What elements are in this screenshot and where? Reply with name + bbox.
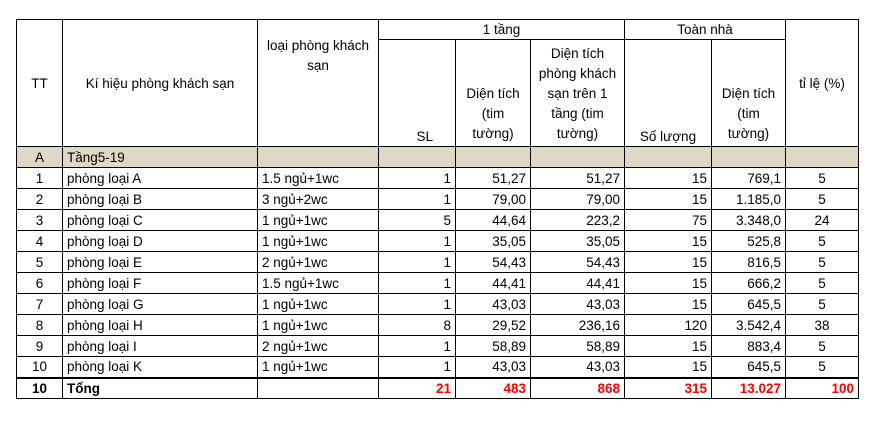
cell-dien-tich: 43,03 <box>456 357 531 378</box>
cell-ki-hieu: phòng loại E <box>63 252 258 273</box>
cell-dien-tich: 58,89 <box>456 336 531 357</box>
header-ki-hieu: Kí hiệu phòng khách sạn <box>63 20 258 147</box>
cell-dien-tich: 51,27 <box>456 168 531 189</box>
cell-tt: 6 <box>17 273 63 294</box>
cell-ki-hieu: phòng loại I <box>63 336 258 357</box>
cell-dien-tich-1-tang: 236,16 <box>531 315 625 336</box>
cell-tt: 10 <box>17 357 63 378</box>
section-tt: A <box>17 147 63 168</box>
room-schedule-table-wrapper <box>16 19 859 399</box>
cell-sl: 1 <box>379 168 456 189</box>
cell-ki-hieu: phòng loại A <box>63 168 258 189</box>
cell-ti-le: 5 <box>786 189 859 210</box>
cell-dien-tich: 44,41 <box>456 273 531 294</box>
cell-dien-tich-toan-nha: 816,5 <box>712 252 786 273</box>
header-ti-le: tỉ lệ (%) <box>786 20 859 147</box>
cell-sl: 1 <box>379 336 456 357</box>
cell-so-luong: 15 <box>625 294 712 315</box>
cell-sl: 8 <box>379 315 456 336</box>
cell-tt: 7 <box>17 294 63 315</box>
cell-loai: 1.5 ngủ+1wc <box>258 168 379 189</box>
section-row <box>17 147 859 168</box>
cell-loai: 2 ngủ+1wc <box>258 336 379 357</box>
total-sl: 21 <box>379 378 456 399</box>
cell-sl: 1 <box>379 189 456 210</box>
cell-ti-le: 38 <box>786 315 859 336</box>
cell-ki-hieu: phòng loại G <box>63 294 258 315</box>
total-dien-tich-toan-nha: 13.027 <box>712 378 786 399</box>
table-row <box>17 315 859 336</box>
cell-dien-tich-toan-nha: 3.348,0 <box>712 210 786 231</box>
cell-ki-hieu: phòng loại B <box>63 189 258 210</box>
header-so-luong: Số lượng <box>625 40 712 147</box>
cell-loai: 1 ngủ+1wc <box>258 231 379 252</box>
cell-dien-tich: 29,52 <box>456 315 531 336</box>
cell-dien-tich-toan-nha: 1.185,0 <box>712 189 786 210</box>
table-row <box>17 210 859 231</box>
cell-dien-tich: 44,64 <box>456 210 531 231</box>
cell-so-luong: 75 <box>625 210 712 231</box>
cell-dien-tich-toan-nha: 645,5 <box>712 294 786 315</box>
header-group-1-tang: 1 tầng <box>379 20 625 40</box>
cell-ti-le: 5 <box>786 336 859 357</box>
cell-ki-hieu: phòng loại F <box>63 273 258 294</box>
cell-dien-tich: 35,05 <box>456 231 531 252</box>
table-row <box>17 273 859 294</box>
table-row <box>17 168 859 189</box>
cell-dien-tich: 79,00 <box>456 189 531 210</box>
cell-ti-le: 5 <box>786 252 859 273</box>
cell-dien-tich-1-tang: 35,05 <box>531 231 625 252</box>
cell-so-luong: 15 <box>625 273 712 294</box>
cell-so-luong: 15 <box>625 231 712 252</box>
cell-sl: 1 <box>379 273 456 294</box>
cell-so-luong: 15 <box>625 357 712 378</box>
cell-dien-tich-toan-nha: 666,2 <box>712 273 786 294</box>
cell-sl: 1 <box>379 357 456 378</box>
cell-ki-hieu: phòng loại D <box>63 231 258 252</box>
cell-ti-le: 5 <box>786 294 859 315</box>
cell-dien-tich-1-tang: 43,03 <box>531 294 625 315</box>
cell-tt: 4 <box>17 231 63 252</box>
cell-loai: 2 ngủ+1wc <box>258 252 379 273</box>
cell-tt: 8 <box>17 315 63 336</box>
header-sl: SL <box>379 40 456 147</box>
cell-dien-tich-toan-nha: 883,4 <box>712 336 786 357</box>
cell-so-luong: 120 <box>625 315 712 336</box>
cell-tt: 9 <box>17 336 63 357</box>
cell-so-luong: 15 <box>625 189 712 210</box>
cell-dien-tich-1-tang: 43,03 <box>531 357 625 378</box>
cell-dien-tich: 43,03 <box>456 294 531 315</box>
cell-loai: 1 ngủ+1wc <box>258 357 379 378</box>
header-dien-tich-toan-nha: Diện tích (tim tường) <box>712 40 786 147</box>
cell-loai: 1.5 ngủ+1wc <box>258 273 379 294</box>
header-group-toan-nha: Toàn nhà <box>625 20 786 40</box>
cell-so-luong: 15 <box>625 336 712 357</box>
cell-tt: 1 <box>17 168 63 189</box>
cell-ki-hieu: phòng loại K <box>63 357 258 378</box>
cell-dien-tich-1-tang: 79,00 <box>531 189 625 210</box>
cell-loai: 1 ngủ+1wc <box>258 294 379 315</box>
table-row <box>17 189 859 210</box>
cell-dien-tich-toan-nha: 769,1 <box>712 168 786 189</box>
cell-loai: 1 ngủ+1wc <box>258 315 379 336</box>
cell-ti-le: 5 <box>786 357 859 378</box>
total-row <box>17 378 859 399</box>
total-dien-tich-1-tang: 868 <box>531 378 625 399</box>
cell-ki-hieu: phòng loại C <box>63 210 258 231</box>
header-loai-phong: loại phòng khách sạn <box>258 20 379 147</box>
cell-tt: 2 <box>17 189 63 210</box>
table-row <box>17 357 859 378</box>
cell-dien-tich-1-tang: 54,43 <box>531 252 625 273</box>
header-dien-tich-tren-1-tang: Diện tích phòng khách sạn trên 1 tầng (tim tường) <box>531 40 625 147</box>
cell-sl: 5 <box>379 210 456 231</box>
total-so-luong: 315 <box>625 378 712 399</box>
cell-ti-le: 5 <box>786 168 859 189</box>
section-label: Tầng5-19 <box>63 147 258 168</box>
cell-tt: 3 <box>17 210 63 231</box>
cell-tt: 5 <box>17 252 63 273</box>
cell-ti-le: 5 <box>786 273 859 294</box>
cell-sl: 1 <box>379 252 456 273</box>
table-row <box>17 294 859 315</box>
cell-dien-tich: 54,43 <box>456 252 531 273</box>
cell-sl: 1 <box>379 231 456 252</box>
cell-dien-tich-1-tang: 51,27 <box>531 168 625 189</box>
cell-dien-tich-1-tang: 44,41 <box>531 273 625 294</box>
cell-so-luong: 15 <box>625 252 712 273</box>
table-row <box>17 231 859 252</box>
cell-sl: 1 <box>379 294 456 315</box>
table-row <box>17 252 859 273</box>
room-schedule-table <box>16 19 859 399</box>
total-label: Tổng <box>63 378 258 399</box>
total-ti-le: 100 <box>786 378 859 399</box>
cell-dien-tich-toan-nha: 645,5 <box>712 357 786 378</box>
table-row <box>17 336 859 357</box>
cell-dien-tich-1-tang: 58,89 <box>531 336 625 357</box>
cell-loai: 3 ngủ+2wc <box>258 189 379 210</box>
cell-ti-le: 24 <box>786 210 859 231</box>
cell-dien-tich-1-tang: 223,2 <box>531 210 625 231</box>
total-dien-tich: 483 <box>456 378 531 399</box>
cell-dien-tich-toan-nha: 3.542,4 <box>712 315 786 336</box>
cell-ti-le: 5 <box>786 231 859 252</box>
cell-dien-tich-toan-nha: 525,8 <box>712 231 786 252</box>
header-tt: TT <box>17 20 63 147</box>
cell-loai: 1 ngủ+1wc <box>258 210 379 231</box>
cell-so-luong: 15 <box>625 168 712 189</box>
cell-ki-hieu: phòng loại H <box>63 315 258 336</box>
header-dien-tich: Diện tích (tim tường) <box>456 40 531 147</box>
total-tt: 10 <box>17 378 63 399</box>
